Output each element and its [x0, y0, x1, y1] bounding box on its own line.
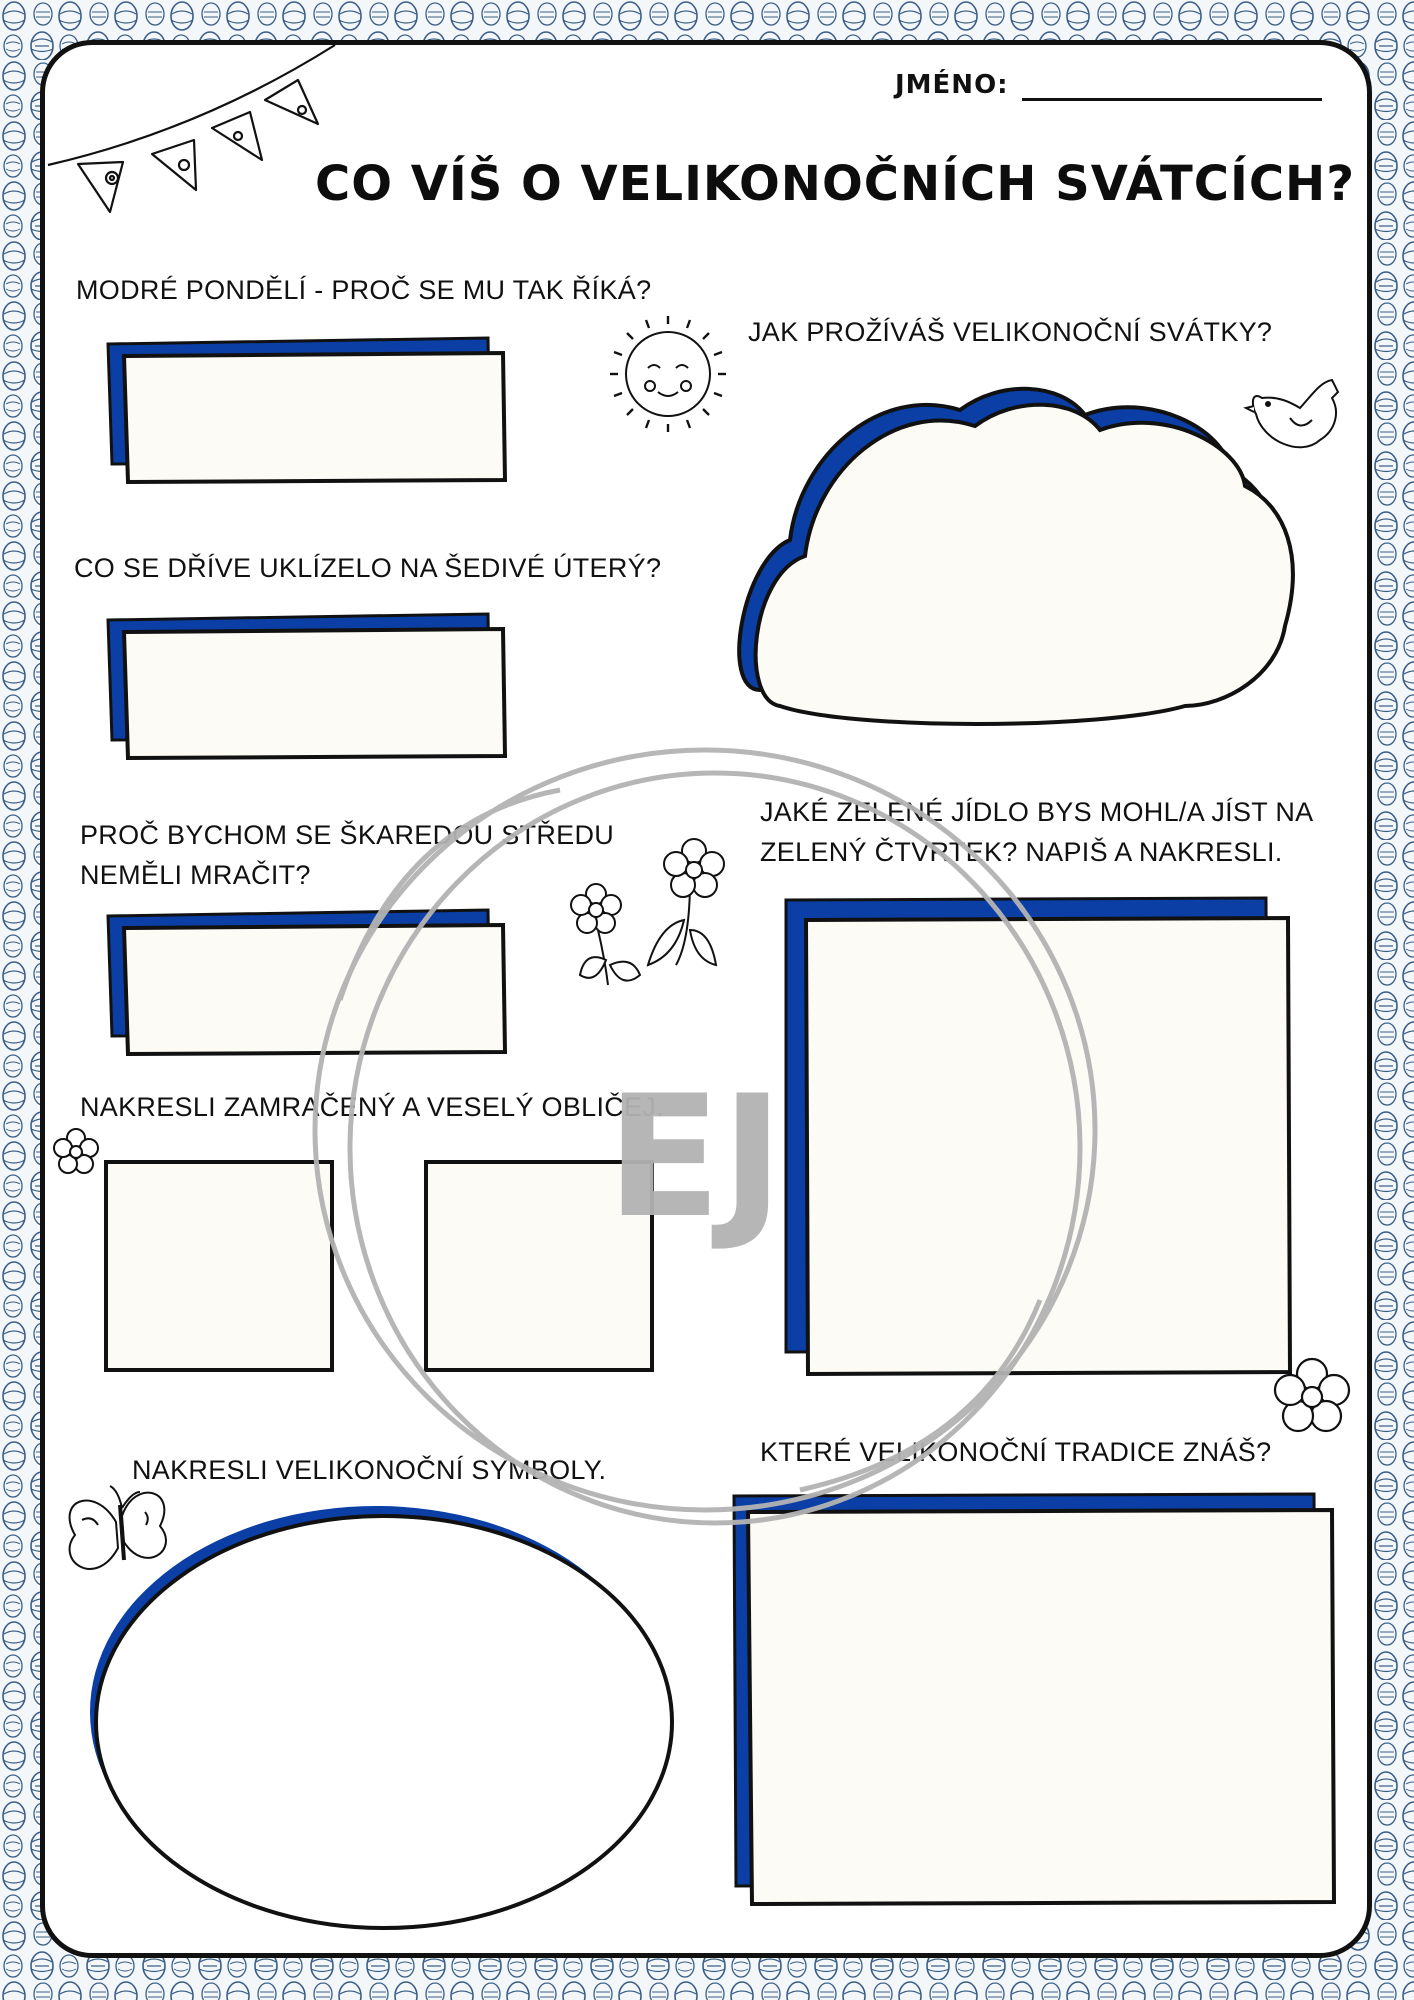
name-label: JMÉNO:	[895, 70, 1009, 100]
question-blue-monday: MODRÉ PONDĚLÍ - PROČ SE MU TAK ŘÍKÁ?	[76, 275, 652, 305]
watermark-text: EJ	[606, 1059, 784, 1255]
flowers-icon	[571, 839, 724, 985]
question-green-thursday-line1: JAKÉ ZELENÉ JÍDLO BYS MOHL/A JÍST NA	[760, 797, 1314, 827]
flower-icon	[54, 1129, 98, 1173]
answer-box-traditions[interactable]	[734, 1494, 1334, 1904]
question-how-do-you-celebrate: JAK PROŽÍVÁŠ VELIKONOČNÍ SVÁTKY?	[748, 317, 1273, 347]
answer-cloud-celebrate[interactable]	[739, 389, 1293, 724]
answer-box-gray-tuesday[interactable]	[108, 614, 505, 758]
answer-oval-symbols[interactable]	[90, 1506, 672, 1928]
bunting-icon	[48, 45, 335, 212]
question-draw-symbols: NAKRESLI VELIKONOČNÍ SYMBOLY.	[132, 1455, 607, 1485]
question-gray-tuesday: CO SE DŘÍVE UKLÍZELO NA ŠEDIVÉ ÚTERÝ?	[74, 553, 662, 583]
question-ugly-wednesday-line1: PROČ BYCHOM SE ŠKAREDOU STŘEDU	[80, 820, 615, 850]
answer-box-ugly-wednesday[interactable]	[108, 910, 505, 1054]
page-title: CO VÍŠ O VELIKONOČNÍCH SVÁTCÍCH?	[315, 156, 1356, 212]
butterfly-icon	[70, 1486, 166, 1569]
face-box-sad[interactable]	[106, 1162, 332, 1370]
question-green-thursday-line2: ZELENÝ ČTVRTEK? NAPIŠ A NAKRESLI.	[760, 837, 1283, 867]
answer-box-blue-monday[interactable]	[108, 338, 505, 482]
question-draw-faces: NAKRESLI ZAMRAČENÝ A VESELÝ OBLIČEJ.	[80, 1092, 664, 1122]
question-traditions: KTERÉ VELIKONOČNÍ TRADICE ZNÁŠ?	[760, 1437, 1272, 1467]
sun-icon	[610, 316, 726, 432]
bird-icon	[1246, 380, 1338, 447]
question-ugly-wednesday-line2: NEMĚLI MRAČIT?	[80, 860, 311, 890]
